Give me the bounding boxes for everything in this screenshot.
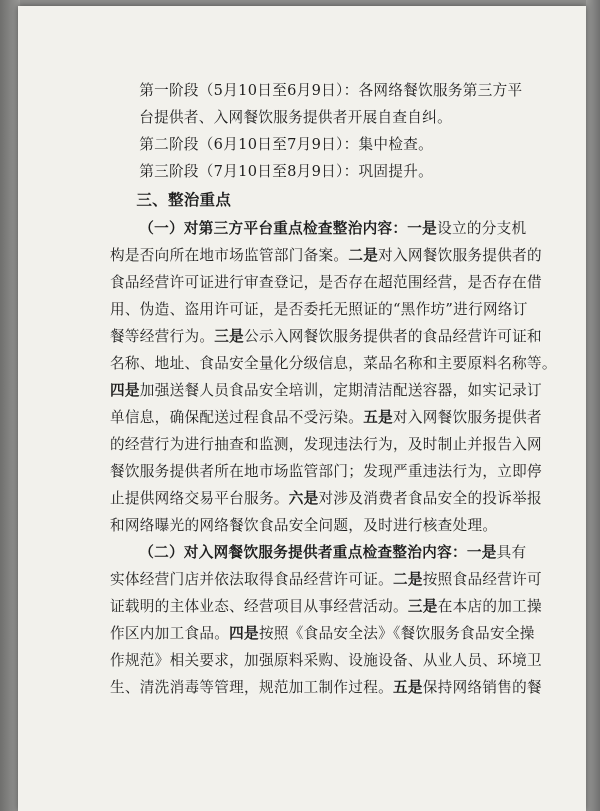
scanner-edge-left <box>0 0 20 811</box>
bold-text-run: 五是 <box>363 409 393 426</box>
bold-text-run: 三是 <box>214 328 245 345</box>
part1-line-5 <box>110 323 542 350</box>
text-run: 食品经营许可证进行审查登记，是否存在超范围经营，是否存在借 <box>110 274 542 291</box>
text-run: 构是否向所在地市场监管部门备案。 <box>110 247 349 264</box>
stage-2-line-1: 第二阶段（6月10日至7月9日）：集中检查。 <box>139 136 434 153</box>
text-run: 止提供网络交易平台服务。 <box>110 490 289 507</box>
text-run: 按照《食品安全法》《餐饮服务食品安全操 <box>258 625 535 642</box>
text-run: 单信息，确保配送过程食品不受污染。 <box>110 409 364 426</box>
stage-2-paragraph <box>110 131 530 158</box>
text-run: 名称、地址、食品安全量化分级信息，菜品名称和主要原料名称等。 <box>110 355 557 372</box>
stage-1-line-2: 台提供者、入网餐饮服务提供者开展自查自纠。 <box>139 109 452 126</box>
part1-line-11 <box>110 485 542 512</box>
bold-text-run: （一）对第三方平台重点检查整治内容： <box>139 220 408 237</box>
part1-line-4 <box>110 296 530 323</box>
text-run: 和网络曝光的网络餐饮食品安全问题，及时进行核查处理。 <box>110 517 498 534</box>
text-run: 保持网络销售的餐 <box>422 679 542 696</box>
text-run: 对入网餐饮服务提供者 <box>393 409 542 426</box>
text-run: 实体经营门店并依法取得食品经营许可证。 <box>110 571 393 588</box>
section-heading: 三、整治重点 <box>136 190 232 209</box>
text-run: 用、伪造、盗用许可证，是否委托无照证的“黑作坊”进行网络订 <box>110 301 528 318</box>
bold-text-run: 一是 <box>407 220 438 237</box>
part1-line-6 <box>110 350 557 377</box>
text-run: 按照食品经营许可 <box>422 571 542 588</box>
document-body <box>110 77 557 701</box>
text-run: 餐等经营行为。 <box>110 328 215 345</box>
part1-line-9 <box>110 431 542 458</box>
part1-line-8 <box>110 404 542 431</box>
part2-line-2 <box>110 566 542 593</box>
part2-line-4 <box>110 620 535 647</box>
part2-line-5 <box>110 647 542 674</box>
part2-line-3 <box>110 593 542 620</box>
text-run: 在本店的加工操 <box>437 598 542 615</box>
text-run: 对涉及消费者食品安全的投诉举报 <box>318 490 542 507</box>
part1-line-7 <box>110 377 542 404</box>
bold-text-run: 三是 <box>407 598 438 615</box>
bold-text-run: 二是 <box>392 571 423 588</box>
bold-text-run: 六是 <box>288 490 319 507</box>
stage-list <box>110 77 530 185</box>
bold-text-run: 四是 <box>229 625 259 642</box>
part2-line-6 <box>110 674 542 701</box>
part1-line-10 <box>110 458 542 485</box>
bold-text-run: 五是 <box>392 679 423 696</box>
text-run: 作规范》相关要求，加强原料采购、设施设备、从业人员、环境卫 <box>110 652 542 669</box>
part-2-provider-paragraph <box>110 539 542 701</box>
bold-text-run: （二）对入网餐饮服务提供者重点检查整治内容： <box>139 544 467 561</box>
bold-text-run: 一是 <box>466 544 497 561</box>
scanner-edge-right <box>586 0 600 811</box>
text-run: 生、清洗消毒等管理，规范加工制作过程。 <box>110 679 393 696</box>
text-run: 对入网餐饮服务提供者的 <box>378 247 542 264</box>
bold-text-run: 四是 <box>110 382 140 399</box>
part1-line-1 <box>110 215 530 242</box>
document-page <box>18 6 586 811</box>
part1-line-3 <box>110 269 542 296</box>
part1-line-12 <box>110 512 530 539</box>
text-run: 餐饮服务提供者所在地市场监管部门；发现严重违法行为，立即停 <box>110 463 542 480</box>
text-run: 证载明的主体业态、经营项目从事经营活动。 <box>110 598 408 615</box>
bold-text-run: 二是 <box>348 247 379 264</box>
stage-1-line-1: 第一阶段（5月10日至6月9日）：各网络餐饮服务第三方平 <box>139 82 523 99</box>
text-run: 具有 <box>496 544 527 561</box>
text-run: 加强送餐人员食品安全培训，定期清洁配送容器，如实记录订 <box>139 382 542 399</box>
text-run: 作区内加工食品。 <box>110 625 230 642</box>
stage-3-line-1: 第三阶段（7月10日至8月9日）：巩固提升。 <box>139 163 434 180</box>
part1-line-2 <box>110 242 542 269</box>
text-run: 的经营行为进行抽查和监测，发现违法行为，及时制止并报告入网 <box>110 436 542 453</box>
text-run: 公示入网餐饮服务提供者的食品经营许可证和 <box>244 328 542 345</box>
part-1-platform-paragraph <box>110 215 557 539</box>
stage-3-paragraph <box>110 158 530 185</box>
text-run: 设立的分支机 <box>437 220 527 237</box>
part2-line-1 <box>110 539 530 566</box>
stage-1-paragraph <box>110 77 530 131</box>
